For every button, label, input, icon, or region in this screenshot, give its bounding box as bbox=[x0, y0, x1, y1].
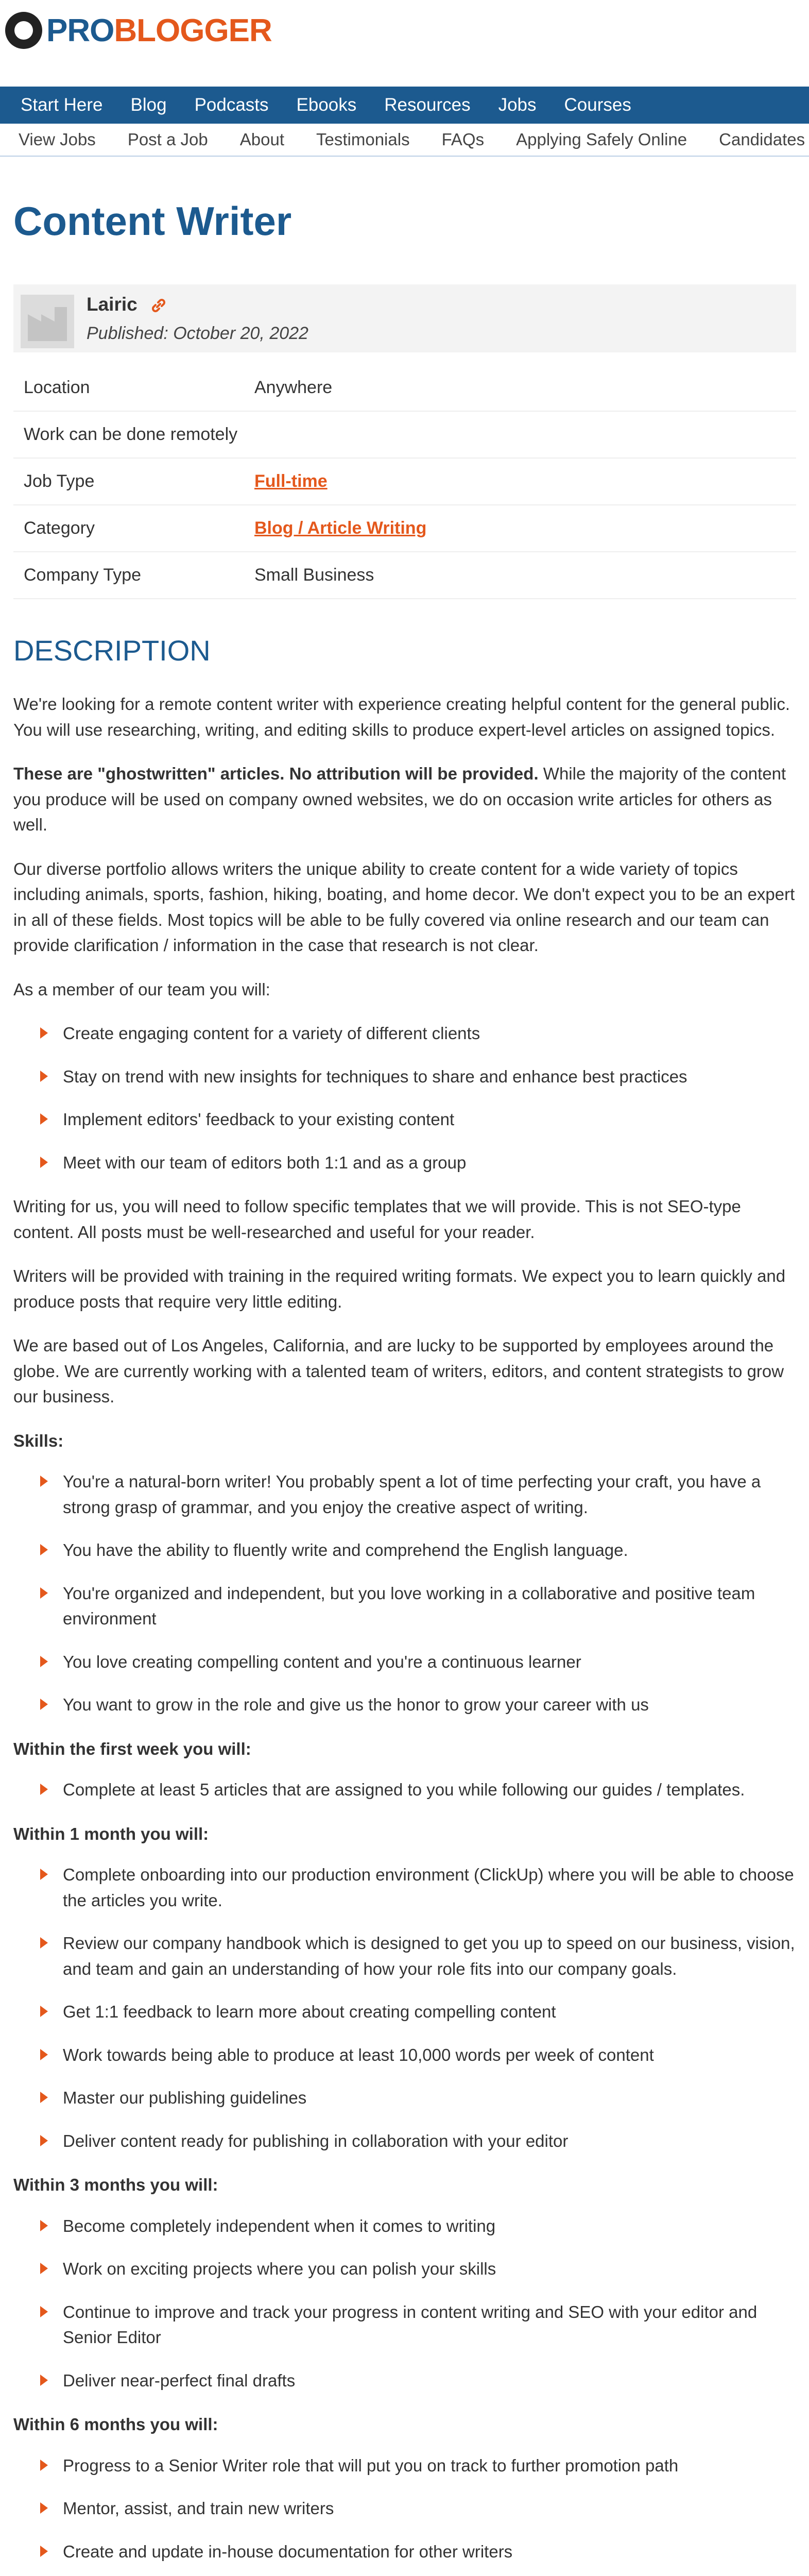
description-heading: DESCRIPTION bbox=[13, 634, 211, 667]
company-name: Lairic bbox=[87, 294, 167, 315]
company-card bbox=[13, 284, 796, 352]
subnav-item-faqs[interactable]: FAQs bbox=[441, 130, 485, 149]
one-month-heading: Within 1 month you will: bbox=[13, 1824, 209, 1843]
list-item: You have the ability to fluently write and comprehend the English language. bbox=[13, 1537, 795, 1563]
list-item: Meet with our team of editors both 1:1 and as a group bbox=[13, 1150, 795, 1176]
detail-label: Location bbox=[13, 365, 244, 411]
job-type-link[interactable]: Full-time bbox=[254, 471, 328, 491]
detail-label: Company Type bbox=[13, 552, 244, 599]
subnav-item-candidates[interactable]: Candidates bbox=[719, 130, 805, 149]
detail-label: Category bbox=[13, 505, 244, 552]
six-months-heading: Within 6 months you will: bbox=[13, 2415, 218, 2434]
skills-heading: Skills: bbox=[13, 1431, 64, 1450]
nav-item-resources[interactable]: Resources bbox=[384, 95, 471, 115]
paragraph: We are based out of Los Angeles, California, and are lucky to be supported by employees around the globe. We are currently working with a talented team of writers, editors, and content strategists to grow our business. bbox=[13, 1336, 784, 1406]
list-item: Become completely independent when it comes to writing bbox=[13, 2213, 795, 2239]
detail-label: Work can be done remotely bbox=[13, 411, 244, 458]
nav-item-courses[interactable]: Courses bbox=[564, 95, 631, 115]
link-icon[interactable] bbox=[150, 297, 167, 314]
subnav-item-about[interactable]: About bbox=[239, 130, 284, 149]
nav-item-start-here[interactable]: Start Here bbox=[21, 95, 103, 115]
table-row bbox=[13, 365, 796, 411]
detail-label: Job Type bbox=[13, 458, 244, 505]
list-item: Complete at least 5 articles that are assigned to you while following our guides / templates. bbox=[13, 1777, 795, 1803]
list-item: You want to grow in the role and give us the honor to grow your career with us bbox=[13, 1692, 795, 1718]
detail-value bbox=[244, 411, 796, 458]
detail-value bbox=[244, 458, 796, 505]
list-item: Master our publishing guidelines bbox=[13, 2085, 795, 2111]
category-link[interactable]: Blog / Article Writing bbox=[254, 518, 427, 538]
table-row bbox=[13, 411, 796, 458]
list-item: Create and update in-house documentation for other writers bbox=[13, 2539, 795, 2565]
description-body bbox=[13, 691, 795, 2576]
detail-value bbox=[244, 505, 796, 552]
subnav-item-applying-safely[interactable]: Applying Safely Online bbox=[516, 130, 687, 149]
paragraph: We're looking for a remote content writer with experience creating helpful content for the general public. You will use researching, writing, and editing skills to produce expert-level articles on assigned topics. bbox=[13, 694, 790, 739]
skills-list bbox=[13, 1469, 795, 1718]
paragraph: As a member of our team you will: bbox=[13, 979, 270, 999]
list-item: Work on exciting projects where you can polish your skills bbox=[13, 2256, 795, 2282]
paragraph: Writers will be provided with training in the required writing formats. We expect you to learn quickly and produce posts that require very little editing. bbox=[13, 1266, 786, 1311]
subnav-item-post-a-job[interactable]: Post a Job bbox=[127, 130, 208, 149]
company-placeholder-icon bbox=[21, 295, 74, 348]
subnav-item-view-jobs[interactable]: View Jobs bbox=[19, 130, 96, 149]
first-week-heading: Within the first week you will: bbox=[13, 1739, 251, 1758]
paragraph: These are "ghostwritten" articles. No attribution will be provided. While the majority of the content you produce will be used on company owned websites, we do on occasion write articles for others as well. bbox=[13, 764, 786, 834]
page-title: Content Writer bbox=[13, 198, 292, 244]
table-row bbox=[13, 505, 796, 552]
three-months-heading: Within 3 months you will: bbox=[13, 2175, 218, 2194]
nav-item-jobs[interactable]: Jobs bbox=[498, 95, 537, 115]
job-details-table bbox=[13, 365, 796, 599]
list-item: Implement editors' feedback to your existing content bbox=[13, 1107, 795, 1132]
list-item: Get 1:1 feedback to learn more about creating compelling content bbox=[13, 1999, 795, 2025]
three-months-list bbox=[13, 2213, 795, 2394]
list-item: You love creating compelling content and you're a continuous learner bbox=[13, 1649, 795, 1675]
table-row bbox=[13, 458, 796, 505]
list-item: Mentor, assist, and train new writers bbox=[13, 2496, 795, 2521]
list-item: Deliver content ready for publishing in collaboration with your editor bbox=[13, 2128, 795, 2154]
jobs-subnav bbox=[0, 124, 809, 157]
nav-item-podcasts[interactable]: Podcasts bbox=[194, 95, 269, 115]
list-item: Review our company handbook which is designed to get you up to speed on our business, vision, and team and gain an understanding of how your role fits into our company goals. bbox=[13, 1930, 795, 1981]
responsibilities-list bbox=[13, 1021, 795, 1175]
problogger-logo[interactable] bbox=[5, 7, 272, 54]
list-item: You're organized and independent, but you love working in a collaborative and positive team environment bbox=[13, 1581, 795, 1632]
one-month-list bbox=[13, 1862, 795, 2154]
first-week-list bbox=[13, 1777, 795, 1803]
list-item: Complete onboarding into our production environment (ClickUp) where you will be able to choose the articles you write. bbox=[13, 1862, 795, 1913]
list-item: Deliver near-perfect final drafts bbox=[13, 2368, 795, 2394]
list-item: Continue to improve and track your progress in content writing and SEO with your editor and Senior Editor bbox=[13, 2299, 795, 2350]
list-item: Create engaging content for a variety of different clients bbox=[13, 1021, 795, 1046]
detail-value: Anywhere bbox=[244, 365, 796, 411]
list-item: Work towards being able to produce at least 10,000 words per week of content bbox=[13, 2042, 795, 2068]
published-date: Published: October 20, 2022 bbox=[87, 324, 308, 343]
table-row bbox=[13, 552, 796, 599]
six-months-list bbox=[13, 2453, 795, 2565]
site-header bbox=[0, 0, 809, 87]
nav-item-ebooks[interactable]: Ebooks bbox=[296, 95, 357, 115]
job-listing bbox=[13, 198, 796, 2561]
list-item: Stay on trend with new insights for techniques to share and enhance best practices bbox=[13, 1064, 795, 1090]
logo-wordmark: PROBLOGGER bbox=[46, 12, 272, 48]
paragraph: Our diverse portfolio allows writers the unique ability to create content for a wide variety of topics including animals, sports, fashion, hiking, boating, and home decor. We don't expect you to be an expert in all of these fields. Most topics will be able to be fully covered via online research and our team can provide clarification / information in the case that research is not clear. bbox=[13, 859, 795, 955]
logo-mark-icon bbox=[5, 12, 42, 49]
subnav-item-testimonials[interactable]: Testimonials bbox=[316, 130, 410, 149]
list-item: Progress to a Senior Writer role that will put you on track to further promotion path bbox=[13, 2453, 795, 2479]
paragraph: Writing for us, you will need to follow specific templates that we will provide. This is not SEO-type content. All posts must be well-researched and useful for your reader. bbox=[13, 1197, 741, 1242]
list-item: You're a natural-born writer! You probably spent a lot of time perfecting your craft, you have a strong grasp of grammar, and you enjoy the creative aspect of writing. bbox=[13, 1469, 795, 1520]
primary-nav bbox=[0, 87, 809, 124]
detail-value: Small Business bbox=[244, 552, 796, 599]
nav-item-blog[interactable]: Blog bbox=[130, 95, 167, 115]
